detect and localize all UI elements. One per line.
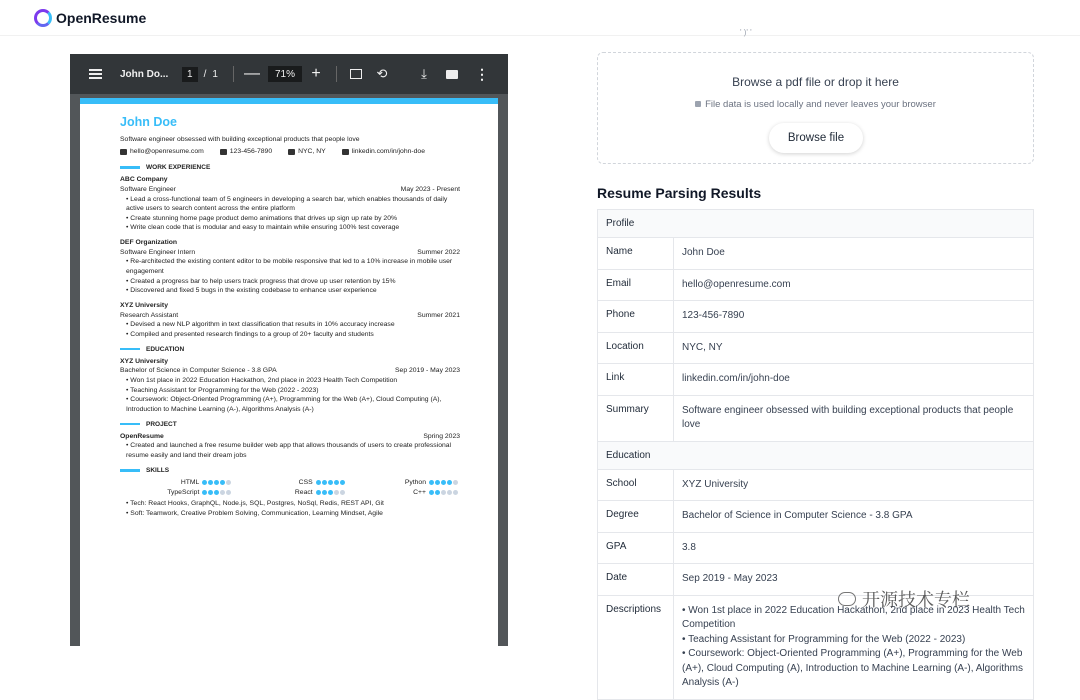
lock-icon [695, 101, 701, 107]
bullet-item: • Re-architected the existing content editor to be mobile responsive that led to a 10% increase in mobile user engagement [126, 257, 460, 276]
skill-dot [220, 490, 225, 495]
skill-dot [435, 480, 440, 485]
bullet-item: • Write clean code that is modular and easy to maintain while ensuring 100% test coverage [126, 223, 460, 233]
resume-name: John Doe [120, 115, 177, 129]
row-label: GPA [598, 533, 674, 564]
project-name: OpenResume [120, 432, 164, 440]
download-button[interactable] [416, 54, 432, 94]
dropzone-title: Browse a pdf file or drop it here [732, 75, 899, 89]
skill-dot [447, 480, 452, 485]
resume-summary: Software engineer obsessed with building exceptional products that people love [120, 135, 360, 143]
toolbar-divider [233, 66, 234, 82]
contact-item [120, 147, 204, 157]
skill-item [347, 478, 460, 488]
section-heading [120, 420, 460, 429]
work-bullets [126, 195, 460, 234]
table-row [598, 533, 1033, 565]
table-row [598, 396, 1033, 442]
work-title-row [120, 311, 460, 321]
table-row [598, 333, 1033, 365]
browse-file-button[interactable]: Browse file [769, 123, 863, 153]
skill-bullets [126, 499, 460, 518]
skill-name: React [294, 488, 313, 496]
edu-degree-row [120, 366, 460, 376]
featured-skills [120, 478, 460, 497]
work-bullets [126, 257, 460, 296]
mail-icon [120, 149, 127, 155]
results-table [597, 209, 1034, 700]
row-label: Link [598, 364, 674, 395]
work-entry [120, 238, 460, 296]
table-section-row [598, 210, 1033, 238]
menu-button[interactable] [84, 54, 106, 94]
page-accent-bar [80, 98, 498, 104]
work-title: Research Assistant [120, 311, 179, 319]
skill-dot [226, 480, 231, 485]
linkedin-icon [342, 149, 349, 155]
skill-item [233, 488, 346, 498]
skill-dot [220, 480, 225, 485]
table-row [598, 301, 1033, 333]
row-value: Bachelor of Science in Computer Science - 3.8 GPA [682, 510, 913, 521]
skill-dot [334, 490, 339, 495]
bullet-item: • Compiled and presented research findings to a group of 20+ faculty and students [126, 330, 460, 340]
cut-off-text: ' )' ' [740, 28, 752, 37]
row-label: Date [598, 564, 674, 595]
skill-name: Python [404, 478, 426, 486]
work-title-row [120, 185, 460, 195]
project-row [120, 432, 460, 442]
skill-dot [328, 480, 333, 485]
zoom-out-button[interactable]: — [244, 65, 260, 82]
skill-dot [214, 490, 219, 495]
row-label: Summary [598, 396, 674, 441]
work-title: Software Engineer [120, 185, 176, 193]
contact-text: NYC, NY [298, 148, 326, 156]
row-label: Location [598, 333, 674, 364]
section-bar [120, 423, 140, 426]
work-date: Summer 2022 [417, 248, 460, 256]
dropzone-note [598, 99, 1033, 110]
row-value: XYZ University [682, 478, 749, 490]
skill-level [316, 480, 345, 485]
skill-dot [202, 480, 207, 485]
table-row [598, 364, 1033, 396]
contact-item [288, 147, 326, 157]
row-label: School [598, 470, 674, 501]
more-button[interactable] [474, 54, 490, 94]
work-company: ABC Company [120, 176, 168, 184]
skill-dot [340, 490, 345, 495]
section-title: EDUCATION [146, 345, 185, 353]
skill-dot [226, 490, 231, 495]
row-value: hello@openresume.com [682, 278, 791, 290]
pdf-viewer [70, 54, 508, 646]
skill-name: HTML [180, 478, 200, 486]
fit-page-icon [350, 69, 362, 79]
skill-level [202, 480, 231, 485]
resume-content [120, 114, 460, 523]
project-entry [120, 432, 460, 461]
table-row [598, 470, 1033, 502]
work-bullets [126, 320, 460, 339]
row-label: Phone [598, 301, 674, 332]
skill-name: C++ [413, 488, 426, 496]
work-company: XYZ University [120, 301, 168, 309]
skill-item [233, 478, 346, 488]
contact-text: 123-456-7890 [229, 148, 273, 156]
bullet-item: • Won 1st place in 2022 Education Hackathon, 2nd place in 2023 Health Tech Competition [126, 376, 460, 386]
skill-dot [441, 490, 446, 495]
section-title: WORK EXPERIENCE [146, 164, 211, 172]
bullet-item: • Created and launched a free resume builder web app that allows thousands of users to create professional resume easily and land their dream jobs [126, 441, 460, 460]
skill-item [120, 488, 233, 498]
dropzone-note-text: File data is used locally and never leaves your browser [705, 99, 936, 110]
work-entry [120, 175, 460, 233]
skill-dot [441, 480, 446, 485]
skill-dot [208, 490, 213, 495]
skill-dot [334, 480, 339, 485]
bullet-item: • Teaching Assistant for Programming for the Web (2022 - 2023) [126, 386, 460, 396]
app-name: OpenResume [56, 10, 147, 26]
skill-dot [429, 490, 434, 495]
bullet-item: • Tech: React Hooks, GraphQL, Node.js, SQL, Postgres, NoSql, Redis, REST API, Git [126, 499, 460, 509]
logo-icon [34, 9, 52, 27]
file-dropzone[interactable] [597, 52, 1034, 164]
row-label: Email [598, 270, 674, 301]
skill-dot [202, 490, 207, 495]
skill-dot [453, 480, 458, 485]
row-value: 3.8 [682, 541, 696, 553]
project-bullets [126, 441, 460, 460]
section-title: SKILLS [146, 466, 170, 474]
wechat-icon [838, 592, 856, 606]
print-button[interactable] [444, 54, 460, 94]
work-date: May 2023 - Present [400, 185, 460, 193]
table-section-row [598, 442, 1033, 470]
section-bar [120, 348, 140, 351]
skill-level [429, 480, 458, 485]
row-value: NYC, NY [682, 341, 723, 353]
row-label: Descriptions [598, 596, 674, 699]
watermark-text: 开源技术专栏 [862, 590, 970, 610]
work-entry [120, 301, 460, 340]
work-title: Software Engineer Intern [120, 248, 196, 256]
print-icon [446, 70, 458, 79]
hamburger-icon [89, 69, 102, 79]
work-list [120, 175, 460, 339]
skill-name: CSS [298, 478, 313, 486]
bullet-item: • Coursework: Object-Oriented Programming (A+), Programming for the Web (A+), Cloud Computing (A), Introduction to Machine Learning (A-), Algorithms Analysis (A-) [126, 395, 460, 414]
doc-title: John Do... [120, 68, 169, 80]
row-label: Name [598, 238, 674, 269]
section-heading [120, 163, 460, 172]
row-value: 123-456-7890 [682, 310, 745, 321]
skill-item [120, 478, 233, 488]
section-heading [120, 466, 460, 475]
skill-dot [453, 490, 458, 495]
table-row [598, 270, 1033, 302]
work-date: Summer 2021 [417, 311, 460, 319]
skill-item [347, 488, 460, 498]
skill-dot [316, 490, 321, 495]
zoom-in-button[interactable]: + [311, 65, 321, 82]
skill-dot [214, 480, 219, 485]
more-icon: ⋮ [475, 65, 489, 82]
section-heading [120, 345, 460, 354]
download-icon: ⤓ [421, 66, 427, 81]
bullet-item: • Devised a new NLP algorithm in text classification that results in 10% accuracy increase [126, 320, 460, 330]
bullet-item: • Soft: Teamwork, Creative Problem Solving, Communication, Learning Mindset, Agile [126, 509, 460, 519]
skill-dot [340, 480, 345, 485]
zoom-input[interactable]: 71% [268, 66, 302, 82]
skill-dot [435, 490, 440, 495]
row-value: linkedin.com/in/john-doe [682, 373, 790, 384]
pdf-toolbar [70, 54, 508, 94]
contact-item [342, 147, 425, 157]
page-total: 1 [212, 68, 218, 80]
skill-dot [447, 490, 452, 495]
page-input[interactable]: 1 [182, 67, 198, 82]
row-label: Degree [598, 501, 674, 532]
skill-name: TypeScript [167, 488, 200, 496]
logo[interactable] [34, 9, 146, 27]
contact-text: hello@openresume.com [130, 148, 204, 156]
skill-dot [316, 480, 321, 485]
skill-dot [322, 490, 327, 495]
edu-bullets [126, 376, 460, 415]
row-value: • Won 1st place in 2022 Education Hackathon, 2nd place in 2023 Health Tech Competition • Teaching Assistant for Programming for the Web (2022 - 2023) • Coursework: Object-Oriented Programming (A+), Programming for the Web (A+), Cloud Computing (A), Introduction to Machine Learning (A-), Algorithms Analysis (A-) [682, 604, 1025, 688]
skill-dot [322, 480, 327, 485]
bullet-item: • Created a progress bar to help users track progress that drove up user retention by 15% [126, 277, 460, 287]
table-row [598, 238, 1033, 270]
rotate-icon: ⟲ [376, 66, 388, 81]
location-icon [288, 149, 295, 155]
row-value: Software engineer obsessed with building exceptional products that people love [682, 404, 1014, 430]
row-value: John Doe [682, 247, 725, 258]
row-label: Education [606, 449, 651, 461]
edu-degree: Bachelor of Science in Computer Science - 3.8 GPA [120, 367, 277, 375]
edu-school: XYZ University [120, 357, 168, 365]
contact-text: linkedin.com/in/john-doe [351, 148, 425, 156]
table-row [598, 501, 1033, 533]
skill-level [202, 490, 231, 495]
skill-dot [429, 480, 434, 485]
bullet-item: • Lead a cross-functional team of 5 engineers in developing a search bar, which enables thousands of daily active users to search content across the entire platform [126, 195, 460, 214]
bullet-item: • Create stunning home page product demo animations that drives up sign up rate by 20% [126, 214, 460, 224]
skill-level [316, 490, 345, 495]
contact-item [220, 147, 272, 157]
work-company: DEF Organization [120, 239, 178, 247]
work-title-row [120, 248, 460, 258]
results-title: Resume Parsing Results [597, 185, 762, 201]
rotate-button[interactable] [374, 54, 390, 94]
section-bar [120, 166, 140, 169]
pdf-page [80, 98, 498, 646]
skill-level [429, 490, 458, 495]
education-entry [120, 357, 460, 415]
row-value: Sep 2019 - May 2023 [682, 573, 778, 584]
bullet-item: • Discovered and fixed 5 bugs in the existing codebase to enhance user experience [126, 286, 460, 296]
row-label: Profile [606, 218, 635, 229]
skill-dot [328, 490, 333, 495]
top-nav [0, 0, 1080, 36]
section-bar [120, 469, 140, 472]
watermark [838, 586, 970, 612]
resume-contacts [120, 147, 460, 157]
edu-date: Sep 2019 - May 2023 [395, 367, 460, 375]
section-title: PROJECT [146, 420, 177, 428]
page-indicator [182, 54, 218, 94]
skill-dot [208, 480, 213, 485]
fit-page-button[interactable] [348, 54, 364, 94]
page-sep: / [203, 68, 207, 80]
project-date: Spring 2023 [423, 432, 460, 440]
phone-icon [220, 149, 227, 155]
toolbar-divider [336, 66, 337, 82]
